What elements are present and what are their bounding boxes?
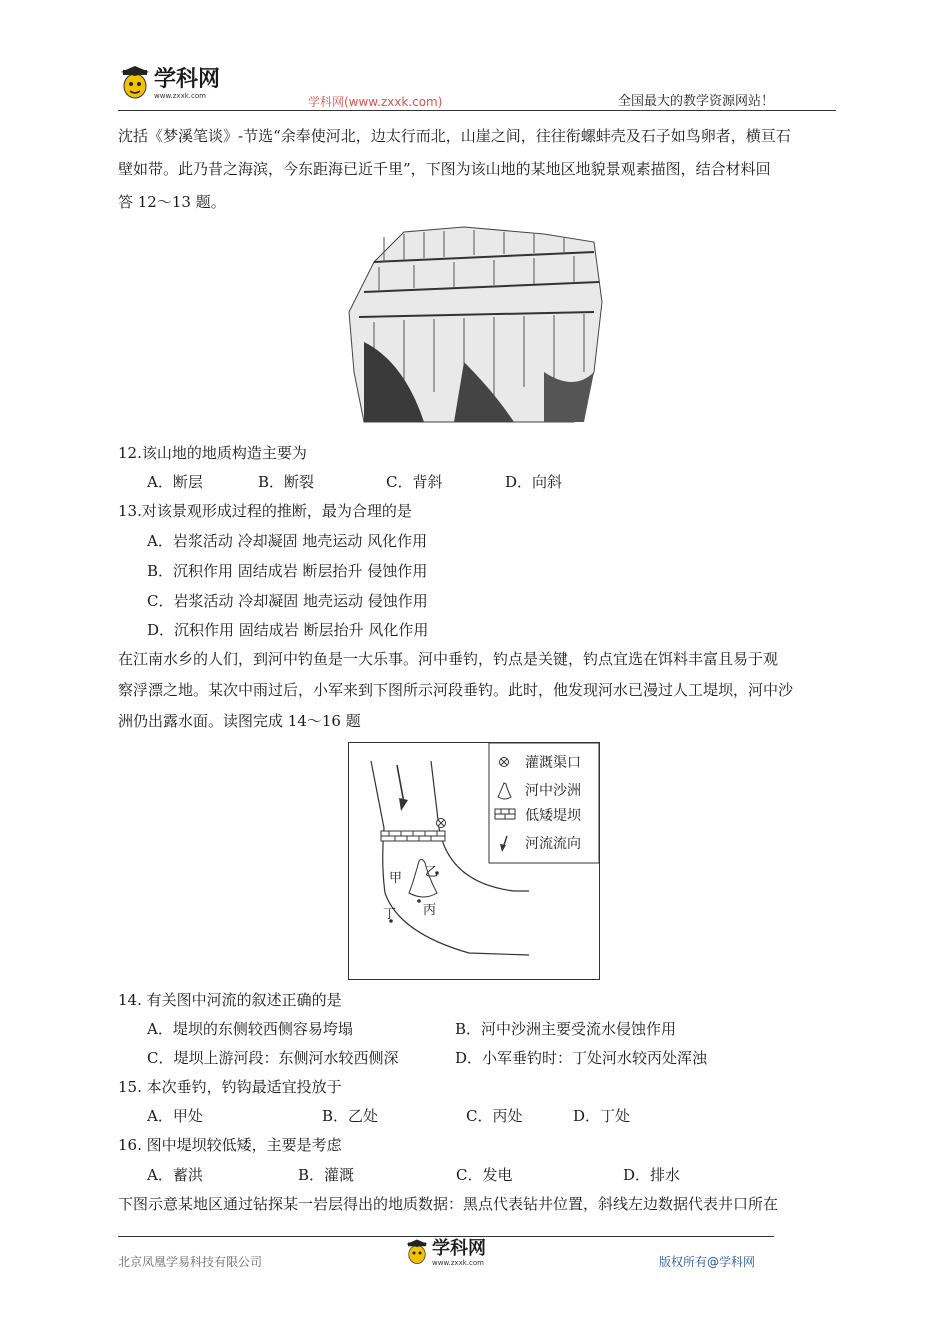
q14-option-c[interactable]: C．堤坝上游河段：东侧河水较西侧深	[147, 1049, 399, 1067]
intro1-line2: 壁如带。此乃昔之海滨，今东距海已近千里”，下图为该山地的某地区地貌景观素描图，结合材料回	[118, 160, 771, 178]
q14-stem: 14. 有关图中河流的叙述正确的是	[118, 991, 342, 1009]
q16-stem: 16. 图中堤坝较低矮，主要是考虑	[118, 1136, 342, 1154]
header-logo-name: 学科网	[154, 67, 221, 92]
intro2-line3: 洲仍出露水面。读图完成 14～16 题	[118, 712, 361, 730]
header-logo-url: www.zxxk.com	[154, 92, 206, 100]
landscape-sketch	[344, 222, 606, 426]
intro2-line2: 察浮漂之地。某次中雨过后，小军来到下图所示河段垂钓。此时，他发现河水已漫过人工堤坝，河中沙	[118, 681, 794, 699]
map-label-yi: 乙	[425, 865, 439, 880]
q14-option-d[interactable]: D．小军垂钓时：丁处河水较丙处浑浊	[455, 1049, 708, 1067]
q13-option-b[interactable]: B．沉积作用 固结成岩 断层抬升 侵蚀作用	[147, 562, 428, 580]
q15-option-a[interactable]: A．甲处	[147, 1107, 203, 1125]
q12-option-a[interactable]: A．断层	[147, 473, 203, 491]
intro2-line1: 在江南水乡的人们，到河中钓鱼是一大乐事。河中垂钓，钓点是关键，钓点宜选在饵料丰富且易于观	[118, 650, 779, 668]
river-map	[348, 742, 600, 980]
map-label-bing: 丙	[423, 903, 437, 918]
header-divider	[118, 110, 836, 111]
q15-stem: 15. 本次垂钓，钓钩最适宜投放于	[118, 1078, 342, 1096]
q12-option-d[interactable]: D．向斜	[505, 473, 563, 491]
footer-copyright[interactable]: 版权所有@学科网	[659, 1255, 756, 1269]
intro1-line3: 答 12～13 题。	[118, 193, 226, 211]
footer-logo-url: www.zxxk.com	[432, 1259, 484, 1267]
q12-stem: 12.该山地的地质构造主要为	[118, 444, 307, 462]
legend-flow-label: 河流流向	[525, 836, 581, 852]
dam-icon	[381, 831, 445, 841]
q14-option-b[interactable]: B．河中沙洲主要受流水侵蚀作用	[455, 1020, 677, 1038]
q12-option-c[interactable]: C．背斜	[386, 473, 443, 491]
mascot-icon	[118, 64, 152, 104]
mascot-icon	[404, 1238, 430, 1268]
header-logo[interactable]	[118, 64, 220, 104]
q16-option-a[interactable]: A．蓄洪	[147, 1166, 203, 1184]
q12-option-b[interactable]: B．断裂	[258, 473, 315, 491]
q15-option-b[interactable]: B．乙处	[322, 1107, 379, 1125]
q15-option-c[interactable]: C．丙处	[466, 1107, 523, 1125]
footer-logo-name: 学科网	[432, 1238, 486, 1259]
flow-arrow-icon	[399, 798, 408, 811]
legend-canal-label: 灌溉渠口	[525, 755, 581, 771]
q16-option-c[interactable]: C．发电	[456, 1166, 513, 1184]
footer-company: 北京凤凰学易科技有限公司	[118, 1255, 263, 1269]
q13-stem: 13.对该景观形成过程的推断，最为合理的是	[118, 502, 412, 520]
intro3-line1: 下图示意某地区通过钻探某一岩层得出的地质数据：黑点代表钻井位置，斜线左边数据代表井口所在	[118, 1195, 779, 1213]
legend-sandbar-label: 河中沙洲	[525, 783, 581, 799]
legend-dam-label: 低矮堤坝	[525, 808, 581, 824]
map-label-ding: 丁	[383, 907, 397, 922]
intro1-line1: 沈括《梦溪笔谈》-节选“余奉使河北，边太行而北，山崖之间，往往衔螺蚌壳及石子如鸟卵者，横亘石	[118, 127, 791, 145]
q15-option-d[interactable]: D．丁处	[573, 1107, 631, 1125]
q14-option-a[interactable]: A．堤坝的东侧较西侧容易垮塌	[147, 1020, 353, 1038]
map-label-jia: 甲	[389, 871, 403, 886]
q13-option-c[interactable]: C．岩浆活动 冷却凝固 地壳运动 侵蚀作用	[147, 592, 428, 610]
q13-option-a[interactable]: A．岩浆活动 冷却凝固 地壳运动 风化作用	[147, 532, 428, 550]
q13-option-d[interactable]: D．沉积作用 固结成岩 断层抬升 风化作用	[147, 621, 429, 639]
footer-divider	[118, 1236, 774, 1237]
q16-option-d[interactable]: D．排水	[623, 1166, 681, 1184]
header-slogan: 全国最大的教学资源网站！	[618, 94, 775, 109]
header-site-link[interactable]: 学科网(www.zxxk.com)	[308, 95, 443, 109]
footer-logo[interactable]	[404, 1238, 486, 1268]
q16-option-b[interactable]: B．灌溉	[298, 1166, 355, 1184]
